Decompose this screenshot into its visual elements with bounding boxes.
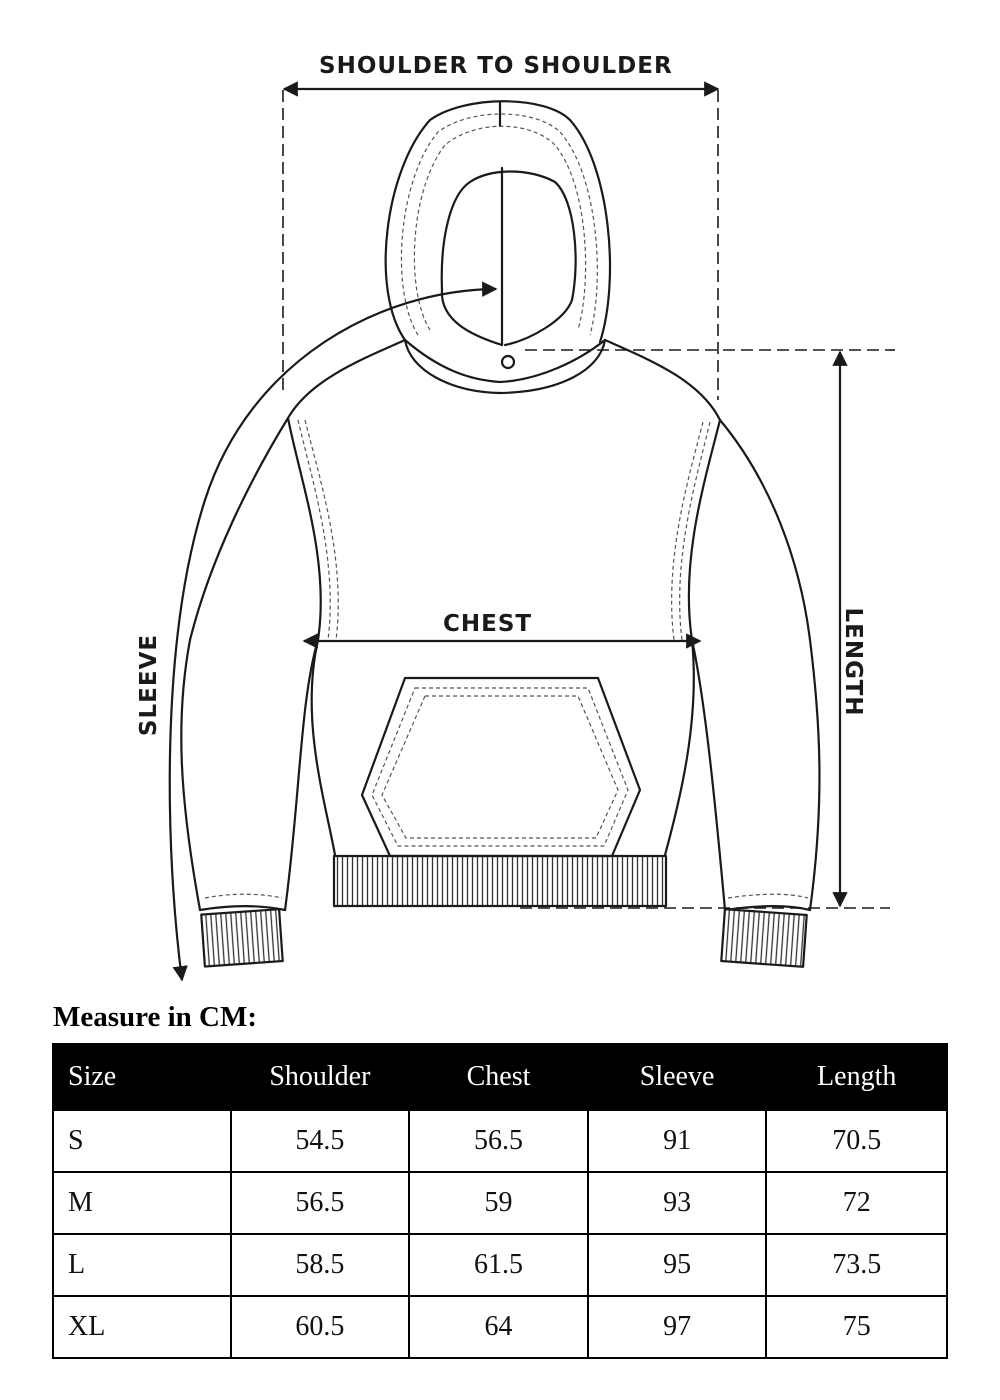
chest-cell: 59	[409, 1172, 588, 1234]
table-row	[53, 1234, 947, 1296]
length-cell: 70.5	[766, 1110, 947, 1172]
header-chest: Chest	[409, 1044, 588, 1110]
table-title: Measure in CM:	[53, 1001, 258, 1033]
length-cell: 72	[766, 1172, 947, 1234]
hem-rib	[334, 856, 666, 906]
hood-outline	[386, 101, 610, 342]
chest-cell: 64	[409, 1296, 588, 1358]
size-cell: M	[53, 1172, 231, 1234]
length-label: LENGTH	[840, 607, 866, 717]
header-length: Length	[766, 1044, 947, 1110]
table-row	[53, 1296, 947, 1358]
size-cell: L	[53, 1234, 231, 1296]
table-header-row	[53, 1044, 947, 1110]
chest-cell: 61.5	[409, 1234, 588, 1296]
sleeve-cell: 95	[588, 1234, 767, 1296]
sleeve-cell: 93	[588, 1172, 767, 1234]
header-shoulder: Shoulder	[231, 1044, 410, 1110]
shoulder-cell: 54.5	[231, 1110, 410, 1172]
shoulder-cell: 58.5	[231, 1234, 410, 1296]
size-chart-table	[52, 1043, 948, 1359]
right-sleeve	[720, 420, 819, 910]
shoulder-label: SHOULDER TO SHOULDER	[319, 53, 673, 79]
sleeve-cell: 97	[588, 1296, 767, 1358]
shoulder-cell: 56.5	[231, 1172, 410, 1234]
table-row	[53, 1110, 947, 1172]
sleeve-label: SLEEVE	[136, 633, 162, 737]
sleeve-cell: 91	[588, 1110, 767, 1172]
header-size: Size	[53, 1044, 231, 1110]
length-cell: 75	[766, 1296, 947, 1358]
hood-opening	[442, 172, 576, 346]
chest-label: CHEST	[443, 611, 533, 637]
size-cell: XL	[53, 1296, 231, 1358]
kangaroo-pocket	[362, 678, 640, 856]
size-cell: S	[53, 1110, 231, 1172]
chest-cell: 56.5	[409, 1110, 588, 1172]
length-cell: 73.5	[766, 1234, 947, 1296]
shoulder-cell: 60.5	[231, 1296, 410, 1358]
body-outline	[288, 340, 405, 855]
left-sleeve	[181, 418, 288, 910]
header-sleeve: Sleeve	[588, 1044, 767, 1110]
table-row	[53, 1172, 947, 1234]
